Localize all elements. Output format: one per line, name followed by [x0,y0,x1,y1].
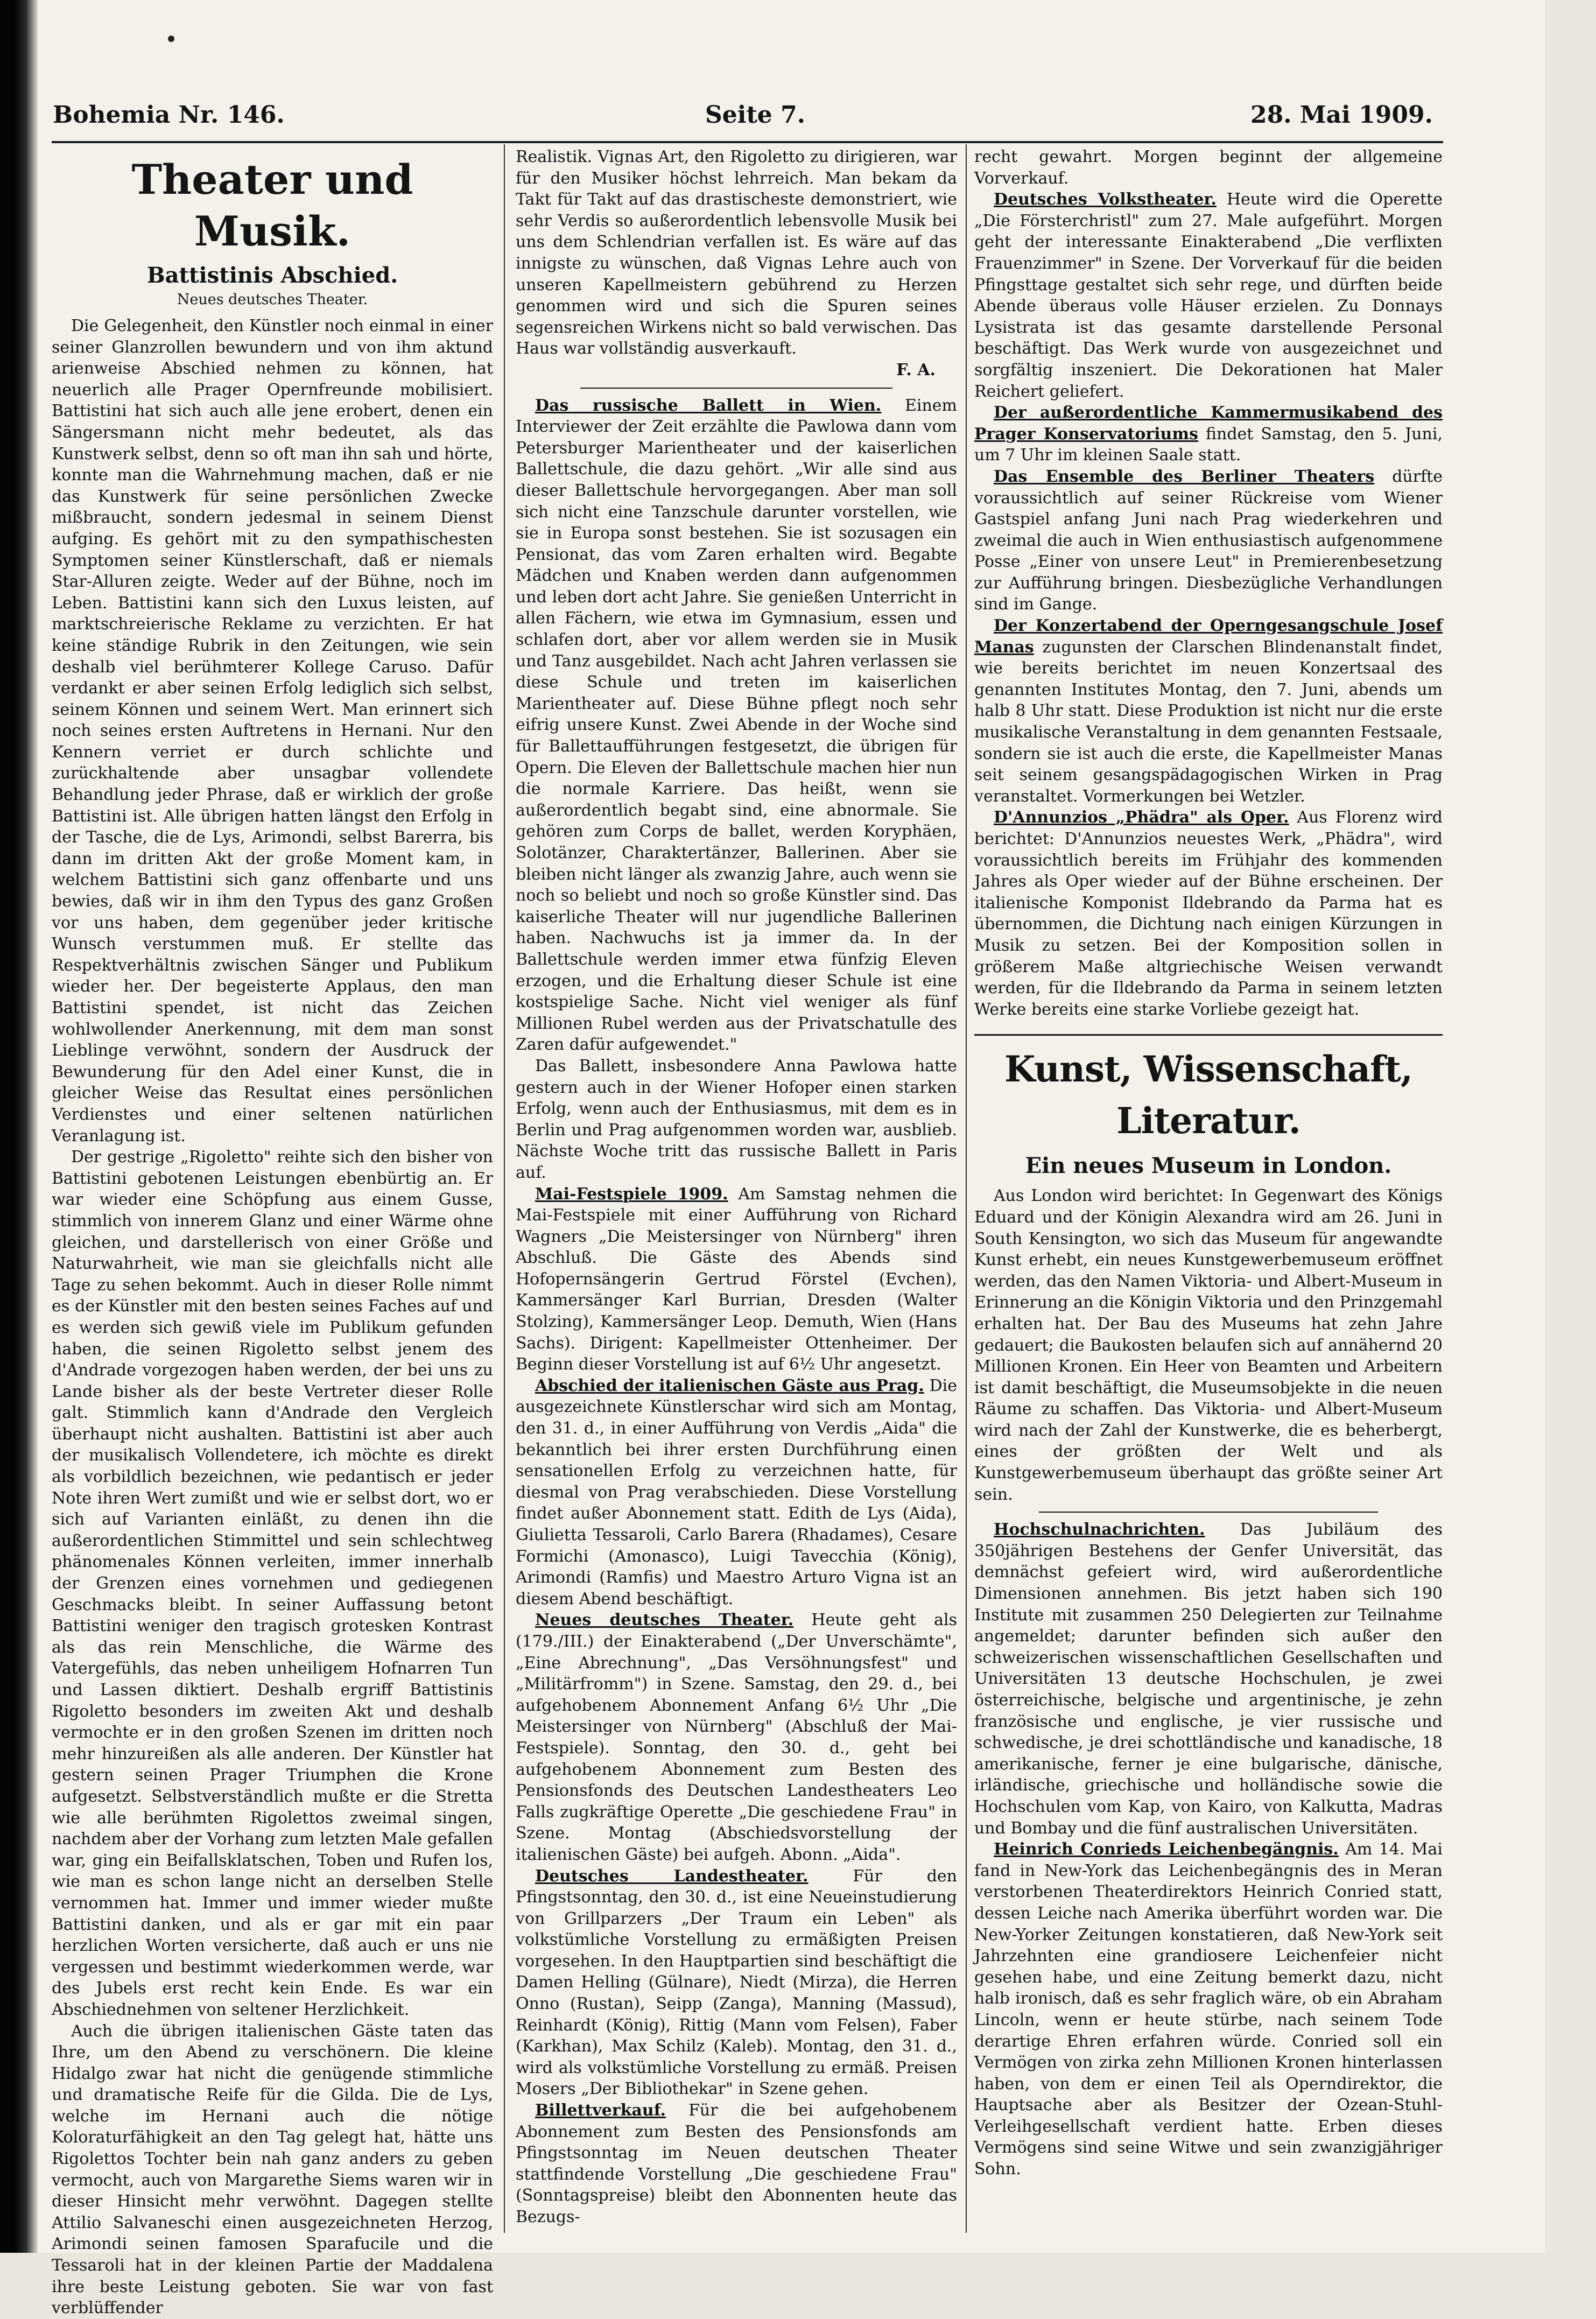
news-item [516,1866,957,2100]
news-item [516,2100,957,2228]
news-kicker: D'Annunzios „Phädra" als Oper. [994,808,1289,827]
header-rule [52,141,1443,143]
news-text: Das Jubiläum des 350jährigen Bestehens der Genfer Universität, das demnächst gefeiert wird, wird außerordentliche Dimensionen annehmen. Bis jetzt haben sich 190 Institute mit zusammen 250 Delegierten zur Teilnahme angemeldet; darunter befinden sich außer den schweizerischen wissenschaftlichen Gesellschaften und Universitäten 13 deutsche Hochschulen, je zwei österreichische, belgische und argentinische, je zehn französische und englische, je vier russische und schwedische, je drei schottländische und kanadische, 18 amerikanische, ferner je eine bulgarische, dänische, irländische, griechische und holländische sowie die Hochschulen vom Kap, von Kairo, von Kalkutta, Madras und Bombay und die fünf australischen Universitäten. [974,1520,1443,1838]
article-title-museum: Ein neues Museum in London. [1025,1153,1392,1179]
news-item [974,189,1443,402]
news-item [974,402,1443,466]
news-kicker: Abschied der italienischen Gäste aus Prag. [535,1376,924,1395]
news-text: Die ausgezeichnete Künstlerschar wird sich am Montag, den 31. d., in einer Aufführung von Verdis „Aida" die bekanntlich bei ihrer ersten Durchführung einen sensationellen Erfolg zu verzeichnen hatte, für diesmal von Prag verabschieden. Diese Vorstellung findet außer Abonnement statt. Edith de Lys (Aida), Giulietta Tessaroli, Carlo Barera (Rhadames), Cesare Formichi (Amonasco), Luigi Tavecchia (König), Arimondi (Ramfis) und Maestro Arturo Vigna ist an diesem Abend beschäftigt. [516,1376,957,1608]
column-3 [974,146,1443,2240]
news-item [974,807,1443,1020]
header-page-number: Seite 7. [705,101,806,129]
news-text: findet Samstag, den 5. Juni, um 7 Uhr im kleinen Saale statt. [974,424,1443,465]
news-kicker: Das russische Ballett in Wien. [535,396,882,415]
column-2 [516,146,957,2240]
news-text: Aus Florenz wird berichtet: D'Annunzios neuestes Werk, „Phädra", wird voraussichtlich bereits im Frühjahr des kommenden Jahres als Oper wieder auf der Bühne erscheinen. Der italienische Komponist Ildebrando da Parma hat es übernommen, die Dichtung nach einigen Kürzungen in Musik zu setzen. Bei der Komposition sollen in größerem Maße altgriechische Weisen verwandt werden, für die Ildebrando da Parma in seinem letzten Werke bereits eine starke Vorliebe gezeigt hat. [974,808,1443,1019]
news-kicker: Deutsches Landestheater. [535,1866,808,1886]
punch-hole-dot [168,36,174,42]
news-item [974,466,1443,615]
news-text: dürfte voraussichtlich auf seiner Rückreise vom Wiener Gastspiel anfang Juni nach Prag wiederkehren und zweimal die auch in Wien enthusiastisch aufgenommene Posse „Einer von unsere Leut" in Premierenbesetzung zur Aufführung bringen. Diesbezügliche Verhandlungen sind im Gange. [974,467,1443,614]
article-title-battistini: Battistinis Abschied. [146,263,398,288]
news-item [974,1839,1443,2180]
author-signature: F. A. [896,360,936,380]
news-kicker: Hochschulnachrichten. [994,1520,1205,1540]
news-kicker: Deutsches Volkstheater. [994,190,1217,209]
news-item [516,1375,957,1610]
news-item [974,615,1443,807]
paragraph: recht gewahrt. Morgen beginnt der allgemeine Vorverkauf. [974,147,1443,188]
section-title-theater: Theater und Musik. [131,156,413,255]
divider [1039,1512,1378,1513]
section-divider [974,1034,1443,1036]
news-text: Einem Interviewer der Zeit erzählte die Pawlowa dann vom Petersburger Marientheater und der kaiserlichen Ballettschule, die dazu gehört. „Wir alle sind aus dieser Ballettschule hervorgegangen. Aber man soll sich nicht eine Tanzschule darunter vorstellen, wie sie in Europa sonst bestehen. Sie ist sozusagen ein Pensionat, das vom Zaren erhalten wird. Begabte Mädchen und Knaben werden dann aufgenommen und leben dort acht Jahre. Sie genießen Unterricht in allen Fächern, wie etwa im Gymnasium, essen und schlafen dort, aber vor allem werden sie in Musik und Tanz ausgebildet. Nach acht Jahren verlassen sie diese Schule und treten im kaiserlichen Marientheater auf. Diese Bühne pflegt noch sehr eifrig unsere Kunst. Zwei Abende in der Woche sind für Ballettaufführungen festgesetzt, die übrigen für Opern. Die Eleven der Ballettschule machen hier nun die normale Karriere. Das heißt, wenn sie außerordentlich begabt sind, eine abnormale. Sie gehören zum Corps de ballet, werden Koryphäen, Solotänzer, Charaktertänzer, Ballerinen. Aber sie bleiben nicht länger als zwanzig Jahre, auch wenn sie noch so beliebt und noch so große Künstler sind. Das kaiserliche Theater will nur jugendliche Ballerinen haben. Nachwuchs ist ja immer da. In der Ballettschule werden immer etwa fünfzig Eleven erzogen, und die Erhaltung dieser Schule ist eine kostspielige Sache. Nicht viel weniger als fünf Millionen Rubel werden aus der Privatschatulle des Zaren dafür aufgewendet." [516,396,957,1055]
news-text: Am Samstag nehmen die Mai-Festspiele mit einer Aufführung von Richard Wagners „Die Meistersinger von Nürnberg" ihren Abschluß. Die Gäste des Abends sind Hofopernsängerin Gertrud Förstel (Evchen), Kammersänger Karl Burrian, Dresden (Walter Stolzing), Kammersänger Leop. Demuth, Wien (Hans Sachs). Dirigent: Kapellmeister Ottenheimer. Der Beginn dieser Vorstellung ist auf 6½ Uhr angesetzt. [516,1184,957,1374]
article-subtitle-theater: Neues deutsches Theater. [177,291,368,308]
header-date: 28. Mai 1909. [1250,101,1433,129]
paragraph: Die Gelegenheit, den Künstler noch einmal in einer seiner Glanzrollen bewundern und von ihm aktund arienweise Abschied nehmen zu können, hat neuerlich alle Prager Opernfreunde mobilisiert. Battistini hat sich auch alle jene erobert, denen ein Sängersmann nicht mehr bedeutet, als das Kunstwerk selbst, denn so oft man ihn sah und hörte, konnte man die Wahrnehmung machen, daß er nie das Kunstwerk für seine persönlichen Zwecke mißbraucht, sondern jedesmal in seinem Dienst aufging. Es gehört mit zu den sympathischesten Symptomen seiner Künstlerschaft, daß er niemals Star-Alluren zeigte. Weder auf der Bühne, noch im Leben. Battistini kann sich den Luxus leisten, auf marktschreierische Reklame zu verzichten. Er hat keine ständige Rubrik in den Zeitungen, wie sein deshalb viel berühmterer Kollege Caruso. Dafür verdankt er aber seinen Erfolg lediglich sich selbst, seinem Können und seinem Wert. Man erinnert sich noch seines ersten Auftretens in Hernani. Nur den Kennern verriet er durch schlichte und zurückhaltende aber unsagbar vollendete Behandlung jeder Phrase, daß er wirklich der große Battistini ist. Alle übrigen hatten längst den Erfolg in der Tasche, die de Lys, Arimondi, selbst Barerra, bis dann im dritten Akt der große Moment kam, in welchem Battistini sich ganz offenbarte und uns bewies, daß wir in ihm den Typus des ganz Großen vor uns haben, dem gegenüber jeder kritische Wunsch verstummen muß. Er stellte das Respektverhältnis zwischen Sänger und Publikum wieder her. Der begeisterte Applaus, den man Battistini spendet, ist nicht das Zeichen wohlwollender Anerkennung, mit dem man sonst Lieblinge verwöhnt, sondern der Ausdruck der Bewunderung für den Adel einer Kunst, die in gleicher Weise das Resultat eines persönlichen Verdienstes und einer seltenen natürlichen Veranlagung ist. [52,317,493,1146]
column-rule-2 [966,144,967,2233]
news-kicker: Billettverkauf. [535,2101,666,2120]
news-text: Für den Pfingstsonntag, den 30. d., ist eine Neueinstudierung von Grillparzers „Der Traum ein Leben" als volkstümliche Vorstellung zu ermäßigten Preisen vorgesehen. In den Hauptpartien sind beschäftigt die Damen Helling (Gülnare), Niedt (Mirza), die Herren Onno (Rustan), Seipp (Zanga), Manning (Massud), Reinhardt (König), Rittig (Mann vom Felsen), Faber (Karkhan), Max Schilz (Kaleb). Montag, den 31. d., wird als volkstümliche Vorstellung zu ermäß. Preisen Mosers „Der Bibliothekar" in Szene gehen. [516,1866,957,2099]
scan-edge-shadow [0,0,38,2253]
paragraph: Auch die übrigen italienischen Gäste taten das Ihre, um den Abend zu verschönern. Die kleine Hidalgo zwar hat nicht die genügende stimmliche und dramatische Reife für die Gilda. Die de Lys, welche im Hernani auch die nötige Koloraturfähigkeit an den Tag gelegt hat, hätte uns Rigolettos Tochter bein nah ganz anders zu geben vermocht, auch von Margarethe Siems waren wir in dieser Hinsicht mehr verwöhnt. Dagegen stellte Attilio Salvaneschi einen ausgezeichneten Herzog, Arimondi seinen famosen Sparafucile und die Tessaroli hat in der kleinen Partie der Maddalena ihre beste Leistung geboten. Sie war von fast verblüffender [52,2021,493,2318]
news-kicker: Mai-Festspiele 1909. [535,1184,728,1204]
news-text: zugunsten der Clarschen Blindenanstalt findet, wie bereits berichtet im neuen Konzertsaal des genannten Institutes Montag, den 7. Juni, abends um halb 8 Uhr statt. Diese Produktion ist nicht nur die erste musikalische Veranstaltung in dem genannten Festsaale, sondern sie ist auch die erste, die Kapellmeister Manas seit seinem gesangspädagogischen Wirken in Prag veranstaltet. Vormerkungen bei Wetzler. [974,637,1443,806]
paragraph: Der gestrige „Rigoletto" reihte sich den bisher von Battistini gebotenen Leistungen ebenbürtig an. Er war wieder eine Schöpfung aus einem Gusse, stimmlich von innerem Glanz und einer Wärme ohne gleichen, und darstellerisch von einer Größe und Naturwahrheit, wie man sie gleichfalls nicht alle Tage zu sehen bekommt. Auch in dieser Rolle nimmt es der Künstler mit den besten seines Faches auf und es werden sich gewiß viele im Publikum gefunden haben, die seinen Rigoletto selbst jenem des d'Andrade vorgezogen haben werden, der bei uns zu Lande bisher als der beste Vertreter dieser Rolle galt. Stimmlich kann d'Andrade den Vergleich überhaupt nicht aushalten. Battistini ist aber auch der musikalisch Vollendetere, ich möchte es direkt als vorbildlich bezeichnen, wie pedantisch er jeder Note ihren Wert zumißt und wie er selbst dort, wo er sich auf Varianten einläßt, zu denen ihn die außerordentlichen Stimmittel und sein schlechtweg phänomenales Können verleiten, immer innerhalb der Grenzen eines vornehmen und gediegenen Geschmacks bleibt. In seiner Auffassung betont Battistini weniger den tragisch grotesken Kontrast als das rein Menschliche, die Wärme des Vatergefühls, das neben unheiligem Hofnarren Tun und Lassen diktiert. Deshalb ergriff Battistinis Rigoletto besonders im zweiten Akt und deshalb vermochte er in den großen Szenen im dritten noch mehr hinzureißen als alle anderen. Der Künstler hat gestern seinen Prager Triumphen die Krone aufgesetzt. Selbstverständlich mußte er die Stretta wie alle berühmten Rigolettos zweimal singen, nachdem aber der Vorhang zum letzten Male gefallen war, ging ein Beifallsklatschen, Toben und Rufen los, wie man es schon lange nicht an derselben Stelle vernommen hat. Immer und immer wieder mußte Battistini danken, und als er gar mit ein paar herzlichen Worten versicherte, daß auch er uns nie vergessen und bestimmt wiederkommen werde, war des Jubels erst recht kein Ende. Es war ein Abschiednehmen von seltener Herzlichkeit. [52,1148,493,2019]
news-text: Heute wird die Operette „Die Försterchristl" zum 27. Male aufgeführt. Morgen geht der interessante Einakterabend „Die verflixten Frauenzimmer" in Szene. Der Vorverkauf für die beiden Pfingsttage gestaltet sich sehr rege, und dürften beide Abende überaus volle Häuser erzielen. Zu Donnays Lysistrata ist das gesamte darstellende Personal beschäftigt. Das Werk wurde von ausgezeichnet und sorgfältig inszeniert. Die Dekorationen hat Maler Reichert geliefert. [974,190,1443,401]
paragraph: Realistik. Vignas Art, den Rigoletto zu dirigieren, war für den Musiker höchst lehrreich. Man bekam da Takt für Takt auf das drastischeste demonstriert, wie sehr Verdis so außerordentlich lebensvolle Musik bei uns dem Schlendrian verfallen ist. Es wäre auf das innigste zu wünschen, daß Vignas Lehre auch von unseren Kapellmeistern gebührend zu Herzen genommen wird und sich die Spuren seines segensreichen Wirkens nicht so bald verwischen. Das Haus war vollständig ausverkauft. [516,147,957,359]
paragraph: Das Ballett, insbesondere Anna Pawlowa hatte gestern auch in der Wiener Hofoper einen starken Erfolg, wenn auch der Enthusiasmus, mit dem es in Berlin und Prag aufgenommen worden war, ausblieb. Nächste Woche tritt das russische Ballett in Paris auf. [516,1056,957,1182]
news-item [974,1519,1443,1839]
paragraph: Aus London wird berichtet: In Gegenwart des Königs Eduard und der Königin Alexandra wird am 26. Juni in South Kensington, wo sich das Museum für angewandte Kunst erhebt, ein neues Kunstgewerbemuseum eröffnet werden, das den Namen Viktoria- und Albert-Museum in Erinnerung an die Königin Viktoria und den Prinzgemahl erhalten hat. Der Bau des Museums hat zehn Jahre gedauert; die Baukosten belaufen sich auf annähernd 20 Millionen Kronen. Ein Heer von Beamten und Arbeitern ist damit beschäftigt, die Museumsobjekte in die neuen Räume zu schaffen. Das Viktoria- und Albert-Museum wird nach der Zahl der Kunstwerke, die es beherbergt, eines der größten der Welt und als Kunstgewerbemuseum überhaupt das größte seiner Art sein. [974,1186,1443,1504]
news-item [516,395,957,1056]
column-1 [52,146,493,2318]
news-kicker: Heinrich Conrieds Leichenbegängnis. [994,1840,1339,1859]
news-item [516,1184,957,1375]
header-issue: Bohemia Nr. 146. [53,101,285,129]
news-kicker: Der Konzertabend der Operngesangschule Josef Manas [974,616,1443,657]
page-header [53,101,1442,136]
news-text: Heute geht als (179./III.) der Einakterabend („Der Unverschämte", „Eine Abrechnung", „Das Versöhnungsfest" und „Militärfromm") in Szene. Samstag, den 29. d., bei aufgehobenem Abonnement Anfang 6½ Uhr „Die Meistersinger von Nürnberg" (Abschluß der Mai-Festspiele). Sonntag, den 30. d., geht bei aufgehobenem Abonnement zum Besten des Pensionsfonds des Deutschen Landestheaters Leo Falls zugkräftige Operette „Die geschiedene Frau" in Szene. Montag (Abschiedsvorstellung der italienischen Gäste) bei aufgeh. Abonn. „Aida". [516,1611,957,1864]
column-rule-1 [504,144,505,2233]
news-kicker: Das Ensemble des Berliner Theaters [994,467,1375,486]
news-kicker: Neues deutsches Theater. [535,1611,794,1630]
section-title-kunst: Kunst, Wissenschaft, Literatur. [1004,1048,1412,1142]
news-text: Am 14. Mai fand in New-York das Leichenbegängnis des in Meran verstorbenen Theaterdirektors Heinrich Conried statt, dessen Leiche nach Amerika überführt worden war. Die New-Yorker Zeitungen konstatieren, daß New-York seit Jahrzehnten eine grandiosere Leichenfeier nicht gesehen habe, und eine Zeitung bemerkt dazu, nicht halb ironisch, daß es sehr fraglich wäre, ob ein Abraham Lincoln, wenn er heute stürbe, nach seinem Tode derartige Ehren erfahren würde. Conried soll ein Vermögen von zirka zehn Millionen Kronen hinterlassen haben, von dem er einen Teil als Operndirektor, die Hauptsache aber als Besitzer der Ozean-Stuhl-Verleihgesellschaft verdient hatte. Erben dieses Vermögens sind seine Witwe und sein zwanzigjähriger Sohn. [974,1840,1443,2179]
news-text: Für die bei aufgehobenem Abonnement zum Besten des Pensionsfonds am Pfingstsonntag im Neuen deutschen Theater stattfindende Vorstellung „Die geschiedene Frau" (Sonntagspreise) bleibt den Abonnenten heute das Bezugs- [516,2101,957,2226]
news-item [516,1610,957,1865]
news-kicker: Der außerordentliche Kammermusikabend des Prager Konservatoriums [974,403,1443,444]
divider [580,388,892,389]
